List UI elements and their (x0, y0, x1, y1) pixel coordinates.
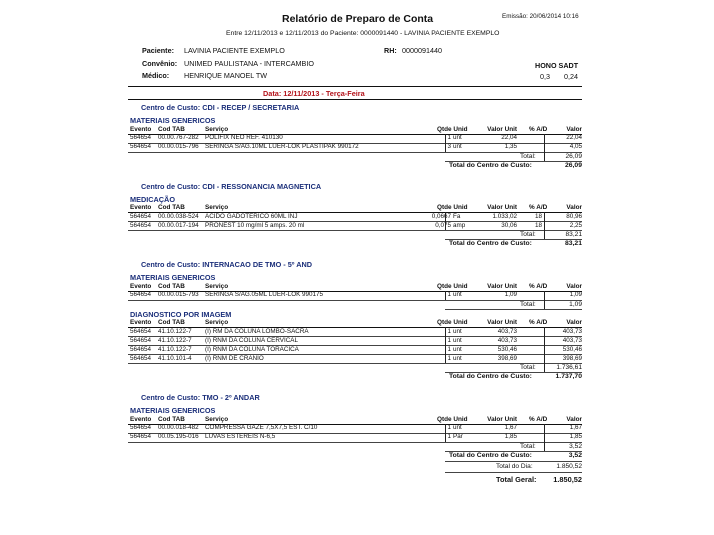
col-valor: Valor (566, 125, 582, 133)
center-total-label: Total do Centro de Custo: (449, 161, 532, 169)
sadt-value: 0,24 (564, 72, 578, 81)
group-title: MATERIAIS GENERICOS (130, 406, 216, 415)
emission-timestamp: Emissão: 20/06/2014 10:16 (502, 13, 579, 20)
row-valor: 22,04 (566, 134, 582, 141)
row-valor-unit: 1,35 (504, 143, 517, 150)
row-qtde: 1 (447, 354, 451, 362)
row-servico: PRONEST 10 mg/ml 5 amps. 20 ml (205, 221, 305, 229)
center-total-value: 26,09 (564, 161, 582, 169)
col-valor: Valor (566, 204, 582, 211)
col-qtde-unid: Qtde Unid (437, 125, 468, 133)
row-qtde: 1 (447, 433, 451, 440)
col-pct: % A/D (529, 319, 548, 326)
row-valor: 2,25 (569, 221, 582, 229)
row-unid: unt (453, 336, 462, 344)
cost-center-title: Centro de Custo: CDI - RESSONANCIA MAGNETICA (141, 181, 322, 191)
row-servico: POLIFIX NEO REF. 410130 (205, 134, 283, 141)
col-pct: % A/D (529, 204, 548, 211)
cost-center-title: Centro de Custo: CDI - RECEP / SECRETARIA (141, 103, 300, 112)
row-evento: 564654 (130, 424, 152, 431)
grand-total-rule (445, 472, 582, 473)
medico-value: HENRIQUE MANOEL TW (184, 71, 268, 80)
row-evento: 564654 (130, 291, 152, 298)
row-servico: (I) RNM DA COLUNA TORACICA (205, 345, 299, 353)
col-divider-right (544, 424, 545, 451)
date-bottom-rule (128, 99, 582, 100)
row-unid: unt (453, 327, 462, 335)
row-valor: 403,73 (562, 336, 582, 344)
row-cod-tab: 00.05.195-016 (158, 433, 199, 440)
group-total-value: 26,09 (565, 152, 582, 160)
col-valor-unit: Valor Unit (487, 282, 517, 290)
day-total-rule (445, 461, 582, 462)
row-servico: SERINGA S/AG.10ML LUER-LOK PLASTIPAK 990172 (205, 143, 359, 150)
group-total-label: Total: (520, 364, 536, 371)
col-cod-tab: Cod TAB (158, 204, 185, 211)
row-valor-unit: 398,69 (497, 354, 517, 362)
row-valor: 4,05 (569, 143, 582, 150)
group-total-label: Total: (520, 300, 536, 308)
row-qtde: 1 (447, 327, 451, 335)
group-title: MATERIAIS GENERICOS (130, 116, 216, 125)
cost-center-title: Centro de Custo: TMO - 2º ANDAR (141, 393, 260, 402)
row-valor-unit: 22,04 (501, 134, 517, 141)
row-unid: unt (453, 354, 462, 362)
col-divider-left (445, 424, 446, 442)
col-pct: % A/D (529, 125, 548, 133)
convenio-label: Convênio: (142, 59, 178, 68)
row-cod-tab: 00.00.038-524 (158, 212, 199, 220)
row-servico: (I) RNM DA COLUNA CERVICAL (205, 336, 298, 344)
col-qtde-unid: Qtde Unid (437, 415, 468, 423)
row-qtde: 0,0667 (431, 212, 451, 220)
grand-total-label: Total Geral: (496, 474, 537, 484)
table-row-rule (128, 152, 582, 153)
row-unid: unt (453, 424, 462, 431)
convenio-value: UNIMED PAULISTANA - INTERCAMBIO (184, 59, 314, 68)
row-pct: 18 (534, 221, 542, 229)
row-qtde: 1 (447, 345, 451, 353)
group-title: MEDICAÇÃO (130, 194, 175, 204)
col-valor-unit: Valor Unit (487, 125, 517, 133)
row-unid: amp (453, 221, 466, 229)
row-valor: 530,46 (562, 345, 582, 353)
row-cod-tab: 00.00.017-194 (158, 221, 199, 229)
row-cod-tab: 41.10.122-7 (158, 336, 192, 344)
grand-total-value: 1.850,52 (553, 474, 582, 484)
row-unid: Par (453, 433, 463, 440)
row-qtde: 0,075 (435, 221, 451, 229)
patient-label: Paciente: (142, 46, 174, 55)
row-qtde: 3 (447, 143, 451, 150)
row-unid: unt (453, 143, 462, 150)
row-unid: Fa (453, 212, 461, 220)
row-valor-unit: 403,73 (497, 327, 517, 335)
col-valor: Valor (566, 415, 582, 423)
row-valor-unit: 530,46 (497, 345, 517, 353)
day-total-value: 1.850,52 (556, 462, 582, 470)
center-total-label: Total do Centro de Custo: (449, 451, 532, 459)
col-qtde-unid: Qtde Unid (437, 282, 468, 290)
date-line: Data: 12/11/2013 - Terça-Feira (263, 89, 365, 98)
col-cod-tab: Cod TAB (158, 125, 185, 133)
row-cod-tab: 00.00.015-796 (158, 143, 199, 150)
row-valor: 403,73 (562, 327, 582, 335)
row-valor: 80,96 (566, 212, 582, 220)
group-total-value: 1,09 (569, 300, 582, 308)
row-cod-tab: 41.10.122-7 (158, 327, 192, 335)
col-divider-right (544, 291, 545, 309)
row-servico: COMPRESSA GAZE 7,5X7,5 EST. C/10 (205, 424, 318, 431)
col-evento: Evento (130, 282, 152, 290)
row-evento: 564654 (130, 345, 152, 353)
row-evento: 564654 (130, 354, 152, 362)
row-valor: 398,69 (562, 354, 582, 362)
col-evento: Evento (130, 125, 152, 133)
col-valor: Valor (566, 319, 582, 326)
col-cod-tab: Cod TAB (158, 415, 185, 423)
col-divider-right (544, 327, 545, 372)
report-title: Relatório de Preparo de Conta (282, 13, 434, 25)
date-top-rule (128, 86, 582, 87)
hono-value: 0,3 (540, 72, 550, 81)
row-cod-tab: 00.00.767-282 (158, 134, 199, 141)
col-divider-right (544, 212, 545, 239)
row-evento: 564654 (130, 336, 152, 344)
group-total-value: 83,21 (565, 231, 582, 238)
center-total-value: 83,21 (564, 240, 582, 247)
center-total-value: 1.737,70 (555, 373, 582, 380)
row-qtde: 1 (447, 291, 451, 298)
col-divider-left (445, 134, 446, 152)
col-divider-right (544, 134, 545, 161)
row-valor-unit: 30,06 (501, 221, 517, 229)
col-pct: % A/D (529, 282, 548, 290)
row-cod-tab: 41.10.101-4 (158, 354, 192, 362)
table-row-rule (128, 300, 582, 301)
col-servico: Serviço (205, 319, 229, 326)
medico-label: Médico: (142, 71, 170, 80)
col-servico: Serviço (205, 415, 229, 423)
col-qtde-unid: Qtde Unid (437, 319, 468, 326)
group-total-label: Total: (520, 442, 536, 450)
group-title: DIAGNOSTICO POR IMAGEM (130, 309, 232, 319)
col-cod-tab: Cod TAB (158, 282, 185, 290)
row-servico: LUVAS ESTEREIS N-6,5 (205, 433, 276, 440)
table-row-rule (128, 442, 582, 443)
row-valor-unit: 1,85 (504, 433, 517, 440)
row-valor-unit: 1,09 (504, 291, 517, 298)
table-row-rule (128, 363, 582, 364)
row-servico: (I) RNM DE CRANIO (205, 354, 264, 362)
col-evento: Evento (130, 204, 152, 211)
col-servico: Serviço (205, 204, 229, 211)
row-unid: unt (453, 345, 462, 353)
row-valor-unit: 403,73 (497, 336, 517, 344)
col-pct: % A/D (529, 415, 548, 423)
row-qtde: 1 (447, 336, 451, 344)
row-valor: 1,09 (569, 291, 582, 298)
row-servico: SERINGA S/AG.05ML LUER-LOK 990175 (205, 291, 324, 298)
row-servico: (I) RM DA COLUNA LOMBO-SACRA (205, 327, 309, 335)
group-total-value: 1.736,61 (556, 364, 582, 371)
col-cod-tab: Cod TAB (158, 319, 185, 326)
row-valor-unit: 1.033,02 (492, 212, 517, 220)
group-title: MATERIAIS GENERICOS (130, 273, 216, 282)
row-evento: 564654 (130, 433, 152, 440)
row-cod-tab: 00.00.018-482 (158, 424, 199, 431)
table-row-rule (128, 230, 582, 231)
col-divider-left (445, 327, 446, 363)
row-evento: 564654 (130, 221, 152, 229)
col-valor-unit: Valor Unit (487, 415, 517, 423)
center-total-value: 3,52 (568, 451, 582, 459)
patient-name: LAVINIA PACIENTE EXEMPLO (184, 46, 285, 55)
row-qtde: 1 (447, 424, 451, 431)
row-valor: 1,85 (569, 433, 582, 440)
row-valor: 1,67 (569, 424, 582, 431)
col-evento: Evento (130, 415, 152, 423)
col-evento: Evento (130, 319, 152, 326)
row-evento: 564654 (130, 212, 152, 220)
center-total-label: Total do Centro de Custo: (449, 373, 532, 380)
rh-value: 0000091440 (402, 46, 442, 55)
col-qtde-unid: Qtde Unid (437, 204, 468, 211)
row-unid: unt (453, 291, 462, 298)
row-evento: 564654 (130, 327, 152, 335)
col-divider-left (445, 291, 446, 300)
col-valor-unit: Valor Unit (487, 204, 517, 211)
col-valor: Valor (566, 282, 582, 290)
row-evento: 564654 (130, 143, 152, 150)
row-cod-tab: 41.10.122-7 (158, 345, 192, 353)
row-qtde: 1 (447, 134, 451, 141)
row-servico: ACIDO GADOTERICO 60ML INJ (205, 212, 298, 220)
col-valor-unit: Valor Unit (487, 319, 517, 326)
group-total-value: 3,52 (569, 442, 582, 450)
row-valor-unit: 1,67 (504, 424, 517, 431)
day-total-label: Total do Dia: (496, 462, 533, 470)
hono-sadt-header: HONO SADT (535, 61, 579, 70)
col-servico: Serviço (205, 282, 229, 290)
col-divider-left (445, 212, 446, 230)
group-total-label: Total: (520, 231, 536, 238)
group-total-rule (445, 309, 582, 310)
report-subtitle: Entre 12/11/2013 e 12/11/2013 do Paciente: 0000091440 - LAVINIA PACIENTE EXEMPLO (226, 30, 500, 37)
row-cod-tab: 00.00.015-793 (158, 291, 199, 298)
col-servico: Serviço (205, 125, 229, 133)
row-unid: unt (453, 134, 462, 141)
row-evento: 564654 (130, 134, 152, 141)
center-total-label: Total do Centro de Custo: (449, 240, 532, 247)
rh-label: RH: (384, 46, 397, 55)
group-total-label: Total: (520, 152, 536, 160)
row-pct: 18 (534, 212, 542, 220)
cost-center-title: Centro de Custo: INTERNACAO DE TMO - 5º AND (141, 260, 313, 269)
